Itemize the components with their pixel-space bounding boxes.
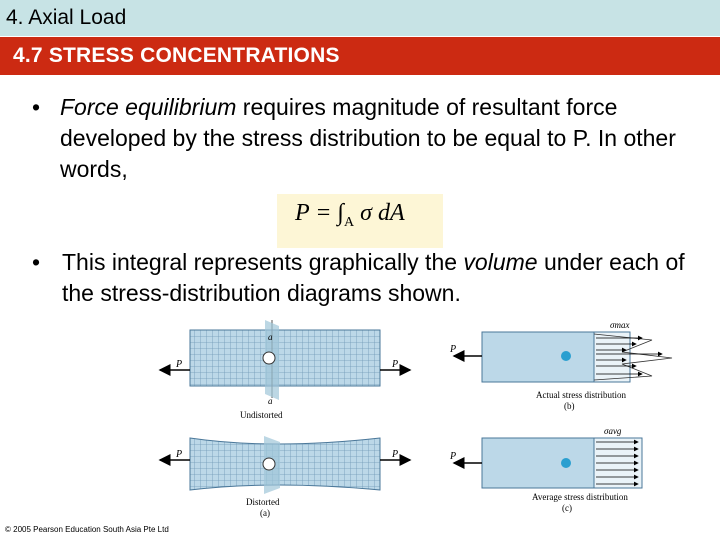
bullet-text: under each of the stress-distribution diagrams shown. <box>62 249 685 306</box>
sigma-avg-label: σavg <box>604 426 622 436</box>
average-stress-diagram <box>449 426 642 513</box>
bullet-force-equilibrium <box>32 92 692 185</box>
caption-c: (c) <box>562 503 572 513</box>
stress-distribution-figure <box>152 318 688 518</box>
chapter-title: 4. Axial Load <box>6 6 127 29</box>
actual-stress-diagram <box>449 320 672 411</box>
undistorted-label: Undistorted <box>240 410 283 420</box>
section-label: a <box>268 332 273 342</box>
distorted-label: Distorted <box>246 497 280 507</box>
section-title: 4.7 STRESS CONCENTRATIONS <box>13 44 340 67</box>
load-label: P <box>176 449 183 460</box>
bullet-emphasis: Force equilibrium <box>60 94 237 120</box>
load-label: P <box>176 359 183 370</box>
load-label: P <box>450 451 457 462</box>
caption-b: (b) <box>564 401 575 411</box>
integral-formula: $P = \int_A$ σ dA <box>295 200 405 230</box>
bullet-emphasis: volume <box>463 249 538 275</box>
caption-a: (a) <box>260 508 270 518</box>
bullet-text: This integral represents graphically the <box>62 249 464 275</box>
section-label: a <box>268 396 273 406</box>
average-label: Average stress distribution <box>532 492 628 502</box>
load-label: P <box>450 344 457 355</box>
load-label: P <box>392 359 399 370</box>
bullet-text: requires magnitude of resultant force developed by the stress distribution to be equal to P. In other words, <box>60 94 676 182</box>
bullet-dot: • <box>32 249 41 275</box>
sigma-max-label: σmax <box>610 320 630 330</box>
actual-label: Actual stress distribution <box>536 390 626 400</box>
undistorted-bar <box>160 320 410 420</box>
distorted-bar <box>160 436 410 518</box>
bullet-integral-volume <box>32 247 692 309</box>
copyright-notice: © 2005 Pearson Education South Asia Pte Ltd <box>5 525 169 534</box>
load-label: P <box>392 449 399 460</box>
bullet-dot: • <box>32 94 41 120</box>
